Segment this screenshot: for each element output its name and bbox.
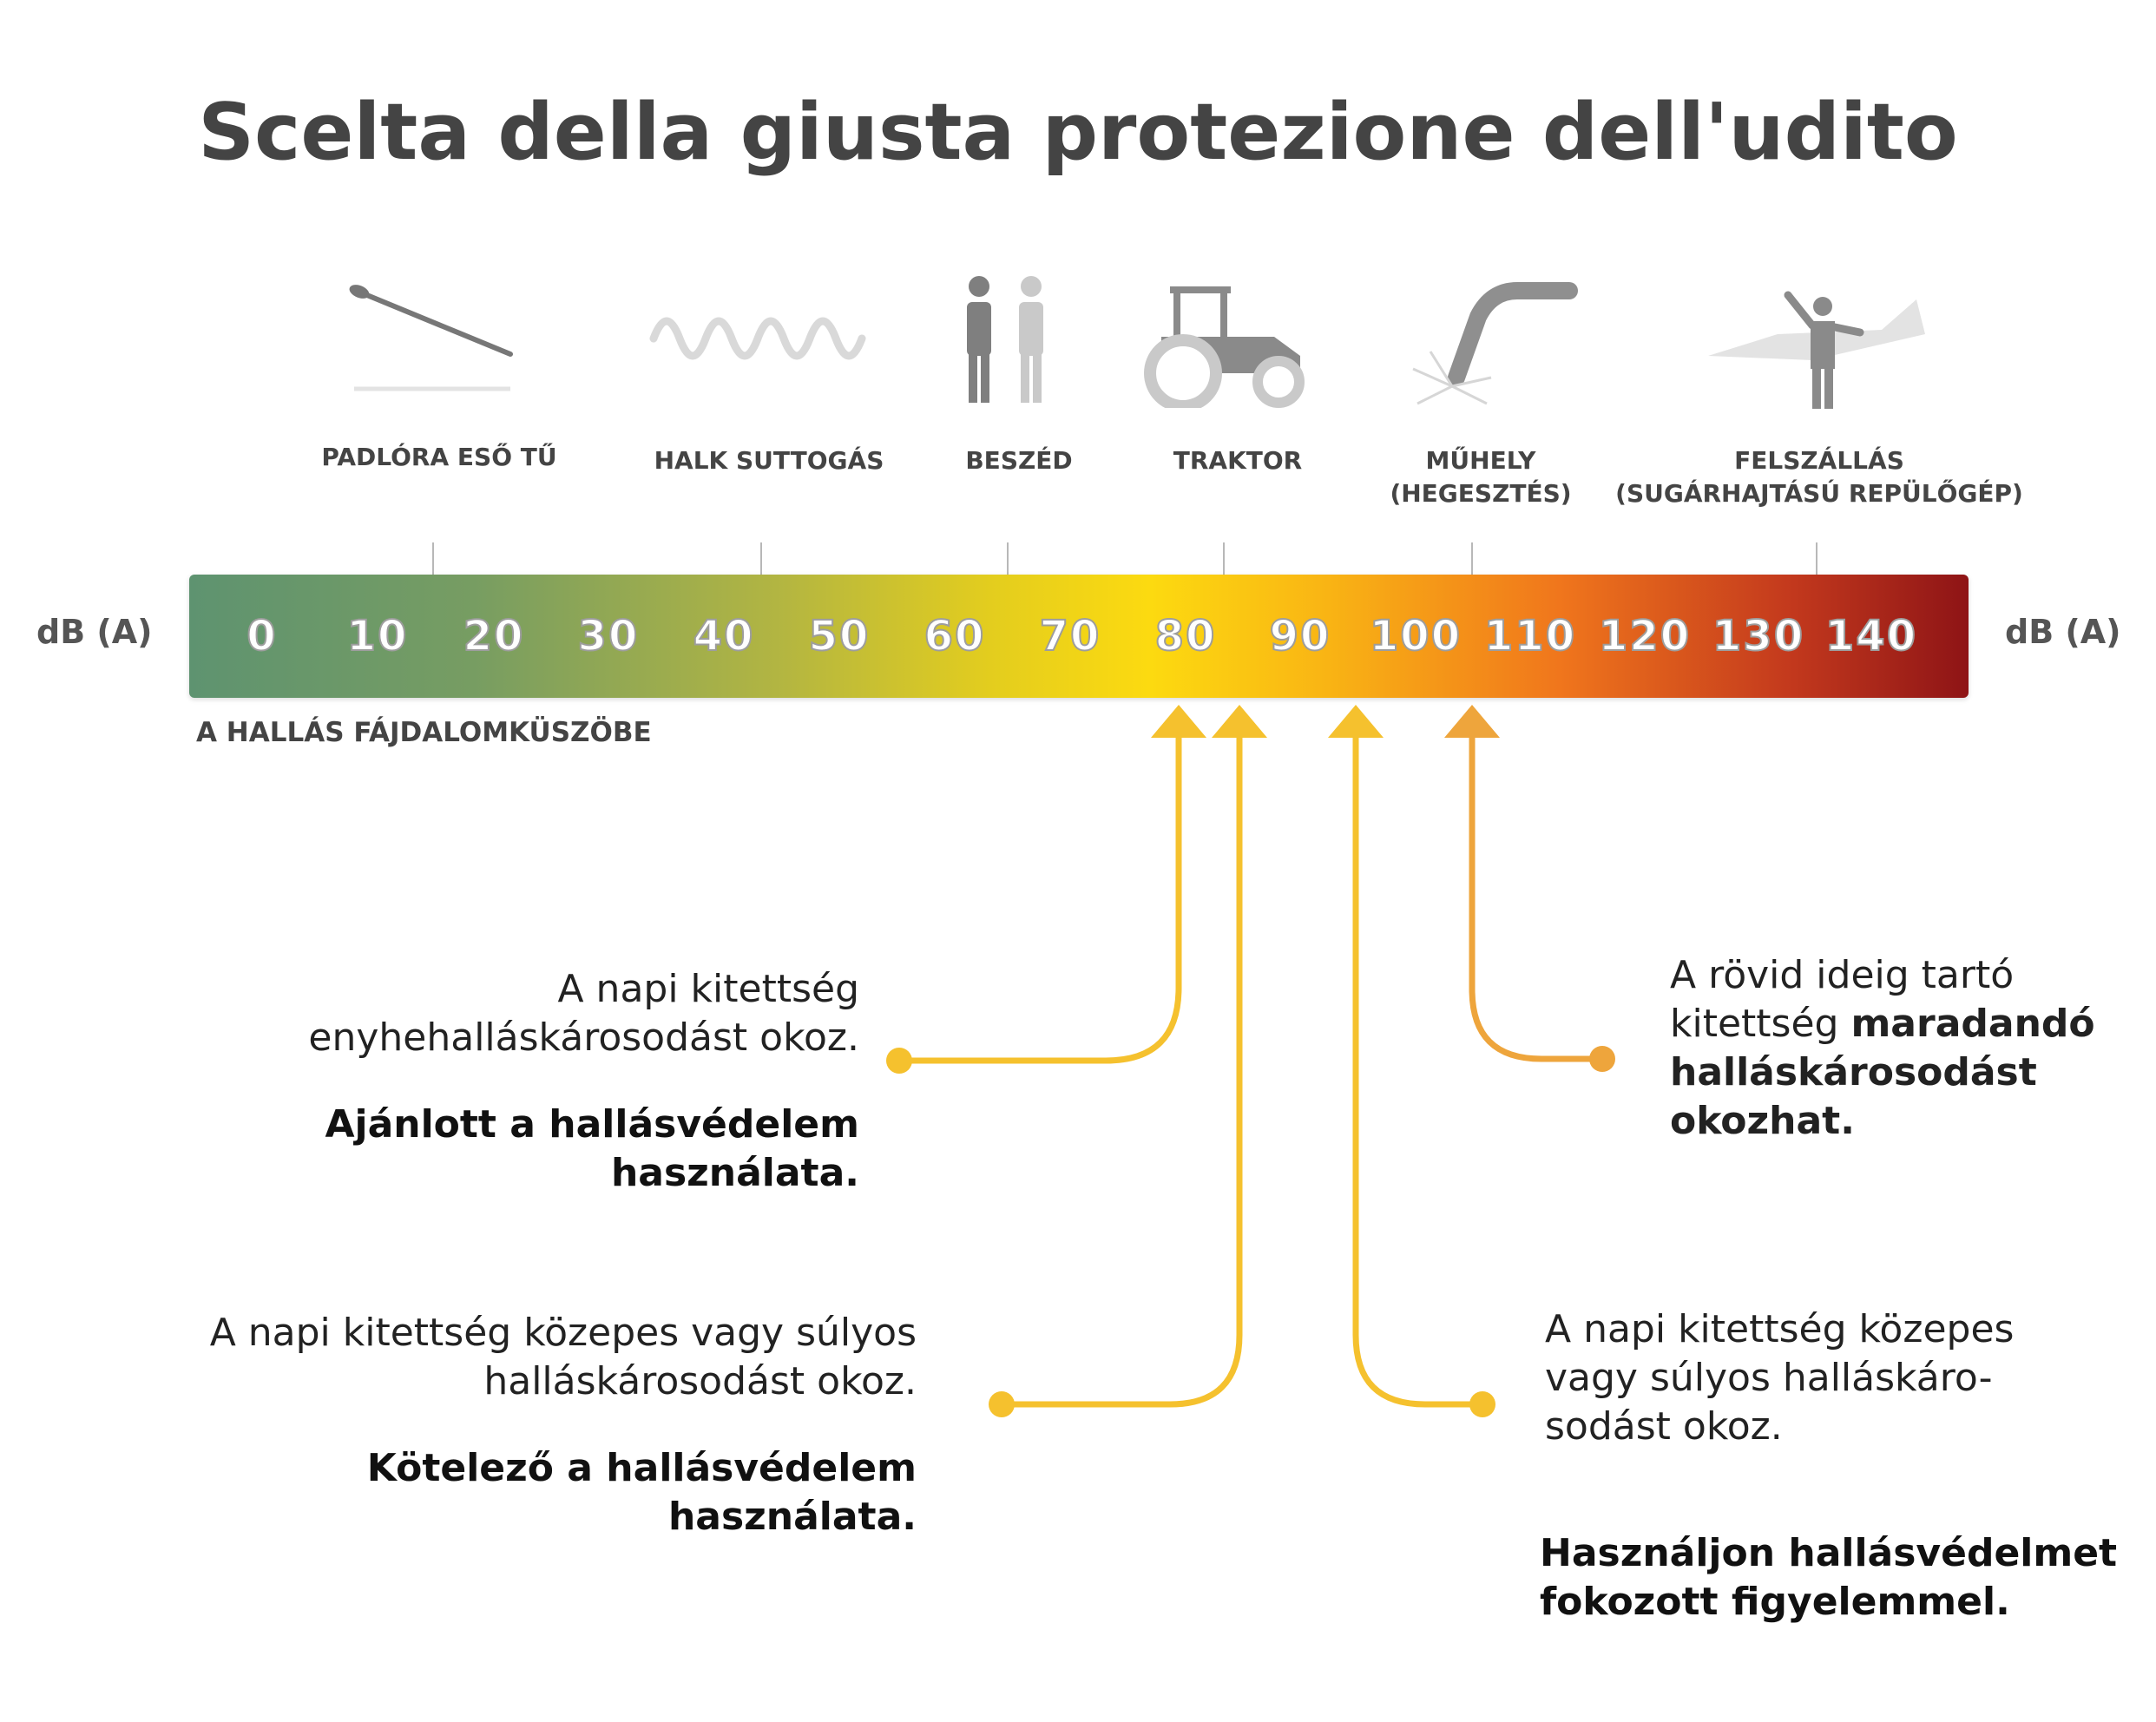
unit-label-right: dB (A)	[2005, 613, 2121, 651]
source-label-jet: FELSZÁLLÁS (SUGÁRHAJTÁSÚ REPÜLŐGÉP)	[1615, 446, 2023, 508]
arrow-short-term	[1444, 705, 1615, 1072]
note-moderate-careful: A napi kitettség közepes vagy súlyos halláskáro- sodást okoz.	[1545, 1307, 2015, 1449]
source-label-speech: BESZÉD	[965, 446, 1073, 475]
note-short-term: A rövid ideig tartó kitettség maradandó halláskárosodást okozhat.	[1670, 953, 2095, 1143]
scale-tick: 0	[246, 612, 278, 661]
source-label-whisper: HALK SUTTOGÁS	[654, 446, 884, 475]
scale-tick: 10	[346, 612, 409, 661]
source-label-pin-drop: PADLÓRA ESŐ TŰ	[321, 443, 557, 471]
scale-tick: 140	[1824, 612, 1918, 661]
source-label-tractor: TRAKTOR	[1173, 446, 1303, 475]
arrow-mild	[886, 705, 1206, 1074]
scale-tick: 40	[693, 612, 755, 661]
source-label-workshop: MŰHELY (HEGESZTÉS)	[1390, 446, 1572, 508]
note-moderate-careful-advice: Használjon hallásvédelmet fokozott figyelemmel.	[1540, 1531, 2118, 1624]
note-moderate-mandatory-advice: Kötelező a hallásvédelem használata.	[366, 1446, 917, 1539]
scale-tick: 100	[1369, 612, 1463, 661]
scale-tick: 110	[1483, 612, 1577, 661]
scale-tick: 20	[463, 612, 525, 661]
scale-tick: 80	[1154, 612, 1217, 661]
scale-tick: 30	[577, 612, 640, 661]
note-mild-advice: Ajánlott a hallásvédelem használata.	[325, 1102, 859, 1195]
scale-tick: 120	[1598, 612, 1692, 661]
scale-tick: 130	[1712, 612, 1805, 661]
scale-tick: 70	[1039, 612, 1101, 661]
scale-tick: 90	[1269, 612, 1331, 661]
unit-label-left: dB (A)	[36, 613, 153, 651]
scale-tick: 50	[808, 612, 871, 661]
page-title: Scelta della giusta protezione dell'udito	[198, 87, 1958, 178]
note-mild-exposure: A napi kitettség enyhehalláskárosodást okoz.	[308, 967, 859, 1060]
note-moderate-mandatory: A napi kitettség közepes vagy súlyos halláskárosodást okoz.	[209, 1311, 917, 1403]
scale-tick: 60	[924, 612, 986, 661]
pain-threshold-label: A HALLÁS FÁJDALOMKÜSZÖBE	[196, 717, 652, 748]
